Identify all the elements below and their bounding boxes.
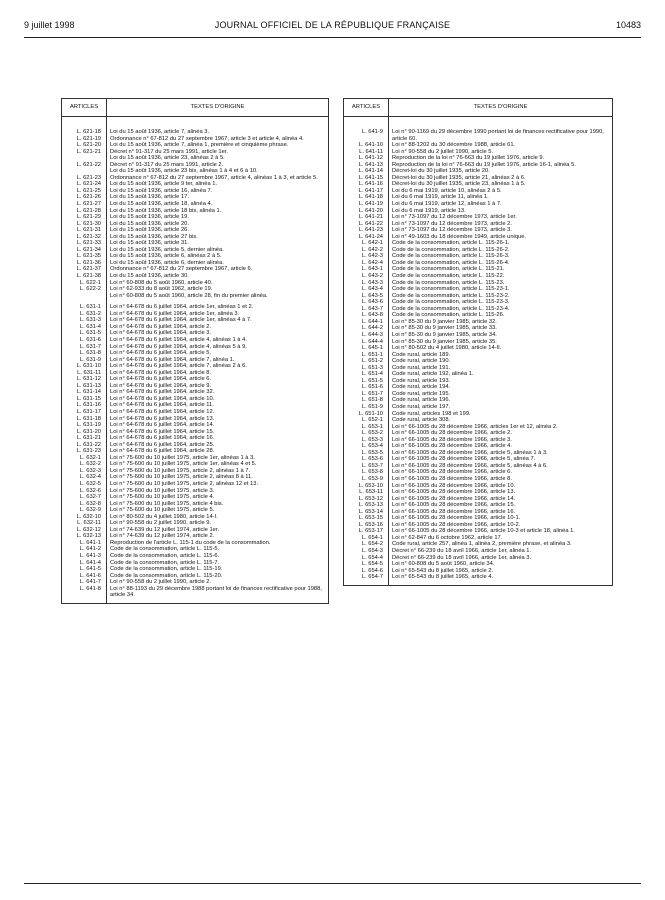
original-text: Loi n° 80-502 du 4 juillet 1980, article 14-I.: [107, 514, 329, 521]
original-text: Loi n° 66-1005 du 28 décembre 1966, article 10-1.: [389, 515, 613, 522]
original-text: Loi n° 75-600 du 10 juillet 1975, article 2, alinéas 12 et 13.: [107, 481, 329, 488]
original-text: Loi du 15 août 1936, article 18, alinéa 4.: [107, 201, 329, 208]
original-text: Loi n° 66-1005 du 28 décembre 1966, article 5, alinéas 4 à 6.: [389, 463, 613, 470]
original-text: Loi n° 75-600 du 10 juillet 1975, article 2, alinéas 8 à 11.: [107, 474, 329, 481]
article-code: L. 631-9: [62, 357, 107, 364]
article-code: L. 631-22: [62, 442, 107, 449]
header-title: JOURNAL OFFICIEL DE LA RÉPUBLIQUE FRANÇAISE: [214, 20, 451, 30]
article-code: L. 631-3: [62, 317, 107, 324]
article-code: L. 653-7: [344, 463, 389, 470]
article-code: L. 653-2: [344, 430, 389, 437]
original-text: Loi n° 66-1005 du 28 décembre 1966, articles 1er et 12, alinéa 2.: [389, 424, 613, 431]
original-text: Code rural, article 191.: [389, 365, 613, 372]
original-text: Loi n° 64-678 du 6 juillet 1964, article 4, alinéas 1 à 4.: [107, 337, 329, 344]
original-text: Loi du 15 août 1936, article 9 ter, alinéa 1.: [107, 181, 329, 188]
article-code: L. 631-13: [62, 383, 107, 390]
original-text: Loi n° 64-678 du 6 juillet 1964, article 1er, alinéas 1 et 2.: [107, 299, 329, 311]
original-text: Code de la consommation, article L. 115-23-1.: [389, 286, 613, 293]
original-text: Loi n° 64-678 du 6 juillet 1964, article 3.: [107, 330, 329, 337]
original-text: Loi n° 64-678 du 6 juillet 1964, article 25.: [107, 442, 329, 449]
article-code: L. 654-3: [344, 548, 389, 555]
original-text: Décret n° 66-239 du 18 avril 1966, article 1er, alinéa 1.: [389, 548, 613, 555]
article-code: L. 641-10: [344, 142, 389, 149]
article-code: L. 653-8: [344, 469, 389, 476]
article-code: L. 653-3: [344, 437, 389, 444]
original-text: Loi du 15 août 1936, article 26.: [107, 227, 329, 234]
original-text: Loi n° 90-1169 du 29 décembre 1990 portant loi de finances rectificative pour 1990, article 60.: [389, 117, 613, 143]
original-text: Loi n° 66-1005 du 28 décembre 1966, article 10.: [389, 483, 613, 490]
original-text: Loi n° 64-678 du 6 juillet 1964, article 1er, alinéa 3.: [107, 311, 329, 318]
original-text: Reproduction de l'article L. 115-1 du code de la consommation.: [107, 540, 329, 547]
original-text: Loi n° 64-678 du 6 juillet 1964, article 10.: [107, 396, 329, 403]
article-code: L. 641-22: [344, 221, 389, 228]
original-text: Loi n° 64-678 du 6 juillet 1964, article 28.: [107, 448, 329, 455]
original-text: Loi n° 66-1005 du 28 décembre 1966, article 8.: [389, 476, 613, 483]
original-text: Reproduction de la loi n° 76-663 du 19 juillet 1976, article 9.: [389, 155, 613, 162]
original-text: Loi n° 75-600 du 10 juillet 1975, article 1er, alinéas 4 et 5.: [107, 461, 329, 468]
original-text: Décret n° 91-317 du 25 mars 1991, article 1er.: [107, 149, 329, 156]
original-text: Décret-loi du 30 juillet 1935, article 21, alinéas 2 à 6.: [389, 175, 613, 182]
article-code: L. 632-13: [62, 533, 107, 540]
original-text: Loi n° 62-933 du 8 août 1962, article 19.: [107, 286, 329, 293]
original-text: Code de la consommation, article L. 115-23-3.: [389, 299, 613, 306]
article-code: L. 631-1: [62, 299, 107, 311]
article-code: L. 621-18: [62, 117, 107, 136]
original-text: Loi n° 64-678 du 6 juillet 1964, article 16.: [107, 435, 329, 442]
original-text: Loi n° 75-600 du 10 juillet 1975, article 5.: [107, 507, 329, 514]
table-header-row: [62, 99, 329, 117]
original-text: Code rural, article 196.: [389, 397, 613, 404]
article-code: L. 631-7: [62, 344, 107, 351]
original-text: Code de la consommation, article L. 115-26-4.: [389, 260, 613, 267]
article-code: L. 641-8: [62, 586, 107, 604]
original-text: Code rural, article 195.: [389, 391, 613, 398]
article-code: L. 631-5: [62, 330, 107, 337]
article-code: L. 643-7: [344, 306, 389, 313]
original-text: Loi n° 88-1202 du 30 décembre 1988, article 61.: [389, 142, 613, 149]
article-code: L. 621-22: [62, 162, 107, 169]
article-code: L. 632-10: [62, 514, 107, 521]
original-text: Loi du 15 août 1936, article 6, alinéas 2 à 5.: [107, 253, 329, 260]
article-code: L. 651-1: [344, 352, 389, 359]
original-text: Loi n° 60-808 du 5 août 1960, article 34.: [389, 561, 613, 568]
original-text: Loi n° 74-639 du 12 juillet 1974, article 2.: [107, 533, 329, 540]
article-code: L. 621-35: [62, 253, 107, 260]
table-row: [62, 299, 329, 311]
original-text: Décret-loi du 30 juillet 1935, article 23, alinéas 1 à 5.: [389, 181, 613, 188]
original-text: Loi n° 66-1005 du 28 décembre 1966, article 16.: [389, 509, 613, 516]
article-code: L. 632-5: [62, 481, 107, 488]
article-code: L. 631-2: [62, 311, 107, 318]
original-text: Loi n° 90-558 du 2 juillet 1990, article 9.: [107, 520, 329, 527]
original-text: Loi du 15 août 1936, article 16, alinéa 7.: [107, 188, 329, 195]
article-code: L. 621-29: [62, 214, 107, 221]
original-text: Loi n° 74-639 du 12 juillet 1974, article 1er.: [107, 527, 329, 534]
original-text: Code rural, article 308.: [389, 417, 613, 424]
original-text: Décret n° 66-239 du 18 avril 1966, article 1er, alinéa 3.: [389, 555, 613, 562]
original-text: Loi n° 64-678 du 6 juillet 1964, article 6.: [107, 376, 329, 383]
column-header-articles: ARTICLES: [344, 99, 389, 117]
original-text: Loi n° 64-678 du 6 juillet 1964, article 11.: [107, 402, 329, 409]
original-text: Loi du 15 août 1936, article 17.: [107, 194, 329, 201]
article-code: L. 653-13: [344, 502, 389, 509]
original-text: Loi du 6 mai 1919, article 11, alinéa 1.: [389, 194, 613, 201]
article-code: L. 621-36: [62, 260, 107, 267]
original-text: Loi n° 64-678 du 6 juillet 1964, article 32.: [107, 389, 329, 396]
article-code: L. 631-14: [62, 389, 107, 396]
article-code: L. 642-2: [344, 247, 389, 254]
article-code: L. 631-11: [62, 370, 107, 377]
original-text: Loi n° 75-600 du 10 juillet 1975, article 4 bis.: [107, 501, 329, 508]
original-text: Loi n° 64-678 du 6 juillet 1964, article 12.: [107, 409, 329, 416]
article-code: L. 622-1: [62, 280, 107, 287]
page-header: [24, 20, 641, 34]
original-text: Ordonnance n° 67-812 du 27 septembre 1967, article 3 et article 4, alinéa 4.: [107, 136, 329, 143]
article-code: L. 621-26: [62, 194, 107, 201]
article-code: L. 641-15: [344, 175, 389, 182]
header-date: 9 juillet 1998: [24, 20, 75, 30]
original-text: Loi n° 65-543 du 8 juillet 1965, article 2.: [389, 568, 613, 575]
article-code: L. 621-34: [62, 247, 107, 254]
article-code: L. 641-4: [62, 560, 107, 567]
article-code: L. 653-5: [344, 450, 389, 457]
article-code: L. 644-4: [344, 339, 389, 346]
article-code: L. 653-17: [344, 528, 389, 535]
article-code: L. 631-15: [62, 396, 107, 403]
article-code: L. 632-3: [62, 468, 107, 475]
article-code: L. 641-2: [62, 546, 107, 553]
original-text: Loi du 15 août 1936, article 23, alinéas 2 à 5.: [107, 155, 329, 162]
original-text: Code rural, article 194.: [389, 384, 613, 391]
article-code: L. 643-6: [344, 299, 389, 306]
article-code: L. 643-3: [344, 280, 389, 287]
article-code: L. 641-17: [344, 188, 389, 195]
original-text: Loi n° 75-600 du 10 juillet 1975, article 3.: [107, 488, 329, 495]
original-text: Loi n° 66-1005 du 28 décembre 1966, article 4.: [389, 443, 613, 450]
article-code: L. 632-11: [62, 520, 107, 527]
original-text: Loi n° 85-30 du 9 janvier 1985, article 33.: [389, 325, 613, 332]
article-code: L. 632-8: [62, 501, 107, 508]
original-text: Loi n° 85-30 du 9 janvier 1985, article 32.: [389, 319, 613, 326]
article-code: L. 642-3: [344, 253, 389, 260]
article-code: L. 631-19: [62, 422, 107, 429]
original-text: Loi n° 66-1005 du 28 décembre 1966, article 6.: [389, 469, 613, 476]
original-text: Code de la consommation, article L. 115-22.: [389, 273, 613, 280]
article-code: L. 651-8: [344, 397, 389, 404]
original-text: Code rural, article 257, alinéa 1, alinéa 2, première phrase, et alinéa 3.: [389, 541, 613, 548]
article-code: L. 651-6: [344, 384, 389, 391]
original-text: Code de la consommation, article L. 115-26.: [389, 312, 613, 319]
original-text: Loi n° 62-847 du 6 octobre 1962, article 17.: [389, 535, 613, 542]
article-code: L. 621-25: [62, 188, 107, 195]
original-text: Loi n° 66-1005 du 28 décembre 1966, article 10-2.: [389, 522, 613, 529]
column-header-articles: ARTICLES: [62, 99, 107, 117]
original-text: Loi n° 64-678 du 6 juillet 1964, article 1er, alinéas 4 à 7.: [107, 317, 329, 324]
article-code: L. 643-5: [344, 293, 389, 300]
original-text: Code rural, article 197.: [389, 404, 613, 411]
original-text: Loi du 6 mai 1919, article 10, alinéas 2 à 5.: [389, 188, 613, 195]
article-code: L. 644-3: [344, 332, 389, 339]
original-text: Loi du 15 août 1936, article 5, dernier alinéa.: [107, 247, 329, 254]
article-code: L. 621-27: [62, 201, 107, 208]
article-code: L. 653-10: [344, 483, 389, 490]
article-code: L. 651-3: [344, 365, 389, 372]
original-text: Loi n° 85-30 du 9 janvier 1985, article 34.: [389, 332, 613, 339]
article-code: L. 631-16: [62, 402, 107, 409]
original-text: Loi n° 90-558 du 2 juillet 1990, article 2.: [107, 579, 329, 586]
original-text: Loi du 15 août 1936, article 27 bis.: [107, 234, 329, 241]
article-code: L. 621-21: [62, 149, 107, 156]
article-code: L. 631-21: [62, 435, 107, 442]
article-code: L. 653-6: [344, 456, 389, 463]
article-code: L. 641-18: [344, 194, 389, 201]
article-code: L. 653-1: [344, 424, 389, 431]
original-text: Ordonnance n° 67-812 du 27 septembre 1967, article 6.: [107, 266, 329, 273]
article-code: L. 621-33: [62, 240, 107, 247]
original-text: Loi n° 64-678 du 6 juillet 1964, article 2.: [107, 324, 329, 331]
article-code: L. 621-24: [62, 181, 107, 188]
original-text: Loi n° 49-1603 du 18 décembre 1949, article unique.: [389, 234, 613, 241]
original-text: Loi du 15 août 1936, article 19.: [107, 214, 329, 221]
original-text: Loi n° 75-600 du 10 juillet 1975, article 1er, alinéas 1 à 3.: [107, 455, 329, 462]
article-code: L. 653-16: [344, 522, 389, 529]
original-text: Décret-loi du 30 juillet 1935, article 20.: [389, 168, 613, 175]
article-code: L. 631-17: [62, 409, 107, 416]
table-body-left: [62, 117, 329, 604]
original-text: Loi n° 73-1097 du 12 décembre 1973, article 2.: [389, 221, 613, 228]
original-text: Loi du 15 août 1936, article 23 bis, alinéas 1 à 4 et 6 à 10.: [107, 168, 329, 175]
original-text: Loi n° 75-600 du 10 juillet 1975, article 2, alinéas 1 à 7.: [107, 468, 329, 475]
original-text: Reproduction de la loi n° 76-663 du 19 juillet 1976, article 16-1, alinéa 5.: [389, 162, 613, 169]
article-code: L. 632-4: [62, 474, 107, 481]
article-code: L. 641-13: [344, 162, 389, 169]
original-text: Loi du 6 mai 1919, article 13.: [389, 208, 613, 215]
original-text: Loi du 15 août 1936, article 30.: [107, 273, 329, 280]
article-code: L. 643-1: [344, 266, 389, 273]
article-code: L. 631-6: [62, 337, 107, 344]
article-code: L. 654-6: [344, 568, 389, 575]
article-code: L. 654-2: [344, 541, 389, 548]
article-code: L. 632-12: [62, 527, 107, 534]
table-header-row: [344, 99, 613, 117]
concordance-table-left: [61, 98, 329, 604]
article-code: L. 642-1: [344, 240, 389, 247]
article-code: L. 643-4: [344, 286, 389, 293]
original-text: Loi n° 64-678 du 6 juillet 1964, article 13.: [107, 416, 329, 423]
article-code: L. 641-23: [344, 227, 389, 234]
article-code: L. 641-3: [62, 553, 107, 560]
original-text: Ordonnance n° 67-812 du 27 septembre 1967, article 4, alinéas 1 à 3, et article 5.: [107, 175, 329, 182]
article-code: L. 643-8: [344, 312, 389, 319]
article-code: L. 641-16: [344, 181, 389, 188]
article-code: L. 632-9: [62, 507, 107, 514]
original-text: Loi n° 85-30 du 9 janvier 1985, article 35.: [389, 339, 613, 346]
original-text: Loi n° 64-678 du 6 juillet 1964, article 4, alinéas 5 à 9.: [107, 344, 329, 351]
article-code: L. 641-14: [344, 168, 389, 175]
article-code: L. 621-37: [62, 266, 107, 273]
original-text: Loi du 15 août 1936, article 6, dernier alinéa.: [107, 260, 329, 267]
article-code: L. 621-30: [62, 221, 107, 228]
original-text: Code de la consommation, article L. 115-21.: [389, 266, 613, 273]
original-text: Code de la consommation, article L. 115-26-1.: [389, 240, 613, 247]
article-code: L. 644-1: [344, 319, 389, 326]
article-code: L. 654-4: [344, 555, 389, 562]
header-page-number: 10483: [615, 20, 641, 30]
article-code: L. 653-14: [344, 509, 389, 516]
article-code: L. 651-4: [344, 371, 389, 378]
article-code: L. 653-11: [344, 489, 389, 496]
original-text: Loi n° 88-1193 du 29 décembre 1988 portant loi de finances rectificative pour 1988, article 34.: [107, 586, 329, 604]
article-code: L. 641-11: [344, 149, 389, 156]
original-text: Loi n° 64-678 du 6 juillet 1964, article 7, alinéa 1.: [107, 357, 329, 364]
original-text: Code rural, article 189.: [389, 352, 613, 359]
article-code: L. 651-7: [344, 391, 389, 398]
article-code: L. 641-6: [62, 573, 107, 580]
original-text: Loi du 15 août 1936, article 7, alinéa 3.: [107, 117, 329, 136]
original-text: Loi du 15 août 1936, article 31.: [107, 240, 329, 247]
original-text: Loi n° 66-1005 du 28 décembre 1966, article 5, alinéa 7.: [389, 456, 613, 463]
original-text: Code de la consommation, article L. 115-6.: [107, 553, 329, 560]
original-text: Loi n° 66-1005 du 28 décembre 1966, article 15.: [389, 502, 613, 509]
original-text: Loi du 6 mai 1919, article 12, alinéas 1 à 7.: [389, 201, 613, 208]
article-code: L. 632-1: [62, 455, 107, 462]
article-code: L. 653-15: [344, 515, 389, 522]
original-text: Code de la consommation, article L. 115-7.: [107, 560, 329, 567]
column-header-textes: TEXTES D'ORIGINE: [107, 99, 329, 117]
article-code: L. 645-1: [344, 345, 389, 352]
article-code: L. 631-18: [62, 416, 107, 423]
article-code: L. 631-4: [62, 324, 107, 331]
original-text: Loi n° 80-502 du 4 juillet 1980, article 14-II.: [389, 345, 613, 352]
article-code: L. 621-28: [62, 208, 107, 215]
table-row: [344, 117, 613, 143]
original-text: Loi n° 64-678 du 6 juillet 1964, article 15.: [107, 429, 329, 436]
article-code: L. 631-12: [62, 376, 107, 383]
article-code: L. 654-7: [344, 574, 389, 585]
original-text: Loi n° 66-1005 du 28 décembre 1966, article 14.: [389, 496, 613, 503]
table-row: [344, 574, 613, 585]
article-code: L. 651-2: [344, 358, 389, 365]
article-code: L. 621-38: [62, 273, 107, 280]
original-text: Code de la consommation, article L. 115-26-2.: [389, 247, 613, 254]
article-code: L. 651-10: [344, 411, 389, 418]
table-body-right: [344, 117, 613, 586]
article-code: L. 642-4: [344, 260, 389, 267]
original-text: Loi n° 60-808 du 5 août 1960, article 28, fin du premier alinéa.: [107, 293, 329, 300]
original-text: Loi n° 75-600 du 10 juillet 1975, article 4.: [107, 494, 329, 501]
original-text: Loi n° 73-1097 du 12 décembre 1973, article 3.: [389, 227, 613, 234]
article-code: L. 653-9: [344, 476, 389, 483]
original-text: Loi n° 60-808 du 5 août 1960, article 40.: [107, 280, 329, 287]
article-code: L. 651-5: [344, 378, 389, 385]
original-text: Loi n° 66-1005 du 28 décembre 1966, article 5, alinéas 1 à 3.: [389, 450, 613, 457]
original-text: Loi n° 90-558 du 2 juillet 1990, article 5.: [389, 149, 613, 156]
original-text: Code de la consommation, article L. 115-5.: [107, 546, 329, 553]
article-code: L. 631-8: [62, 350, 107, 357]
column-header-textes: TEXTES D'ORIGINE: [389, 99, 613, 117]
article-code: L. 632-7: [62, 494, 107, 501]
article-code: L. 621-19: [62, 136, 107, 143]
article-code: L. 641-1: [62, 540, 107, 547]
original-text: Code de la consommation, article L. 115-19.: [107, 566, 329, 573]
article-code: L. 641-5: [62, 566, 107, 573]
article-code: L. 653-4: [344, 443, 389, 450]
original-text: Code rural, article 190.: [389, 358, 613, 365]
original-text: Loi n° 64-678 du 6 juillet 1964, article 5.: [107, 350, 329, 357]
article-code: L. 654-1: [344, 535, 389, 542]
original-text: Décret n° 91-317 du 25 mars 1991, article 2.: [107, 162, 329, 169]
footer-rule: [24, 883, 641, 884]
article-code: L. 641-12: [344, 155, 389, 162]
table-row: [62, 117, 329, 136]
article-code: L. 621-32: [62, 234, 107, 241]
article-code: L. 632-2: [62, 461, 107, 468]
original-text: Code de la consommation, article L. 115-23-2.: [389, 293, 613, 300]
original-text: Code de la consommation, article L. 115-20.: [107, 573, 329, 580]
article-code: L. 641-24: [344, 234, 389, 241]
article-code: L. 651-9: [344, 404, 389, 411]
article-code: L. 632-6: [62, 488, 107, 495]
original-text: Loi n° 64-678 du 6 juillet 1964, article 8.: [107, 370, 329, 377]
article-code: L. 644-2: [344, 325, 389, 332]
article-code: L. 653-12: [344, 496, 389, 503]
article-code: L. 654-5: [344, 561, 389, 568]
article-code: L. 641-20: [344, 208, 389, 215]
original-text: Loi du 15 août 1936, article 20.: [107, 221, 329, 228]
original-text: Code de la consommation, article L. 115-23.: [389, 280, 613, 287]
article-code: L. 621-31: [62, 227, 107, 234]
original-text: Code rural, articles 198 et 199.: [389, 411, 613, 418]
article-code: L. 643-2: [344, 273, 389, 280]
original-text: Loi n° 66-1005 du 28 décembre 1966, article 10-3 et article 18, alinéa 1.: [389, 528, 613, 535]
article-code: L. 631-23: [62, 448, 107, 455]
article-code: L. 652-1: [344, 417, 389, 424]
article-code: L. 622-2: [62, 286, 107, 293]
original-text: Loi n° 64-678 du 6 juillet 1964, article 9.: [107, 383, 329, 390]
article-code: L. 621-20: [62, 142, 107, 149]
article-code: L. 641-21: [344, 214, 389, 221]
article-code: L. 641-7: [62, 579, 107, 586]
article-code: L. 641-19: [344, 201, 389, 208]
original-text: Code de la consommation, article L. 115-23-4.: [389, 306, 613, 313]
article-code: L. 631-10: [62, 363, 107, 370]
article-code: L. 621-23: [62, 175, 107, 182]
original-text: Code rural, article 192, alinéa 1.: [389, 371, 613, 378]
header-rule: [24, 37, 641, 38]
original-text: Loi n° 66-1005 du 28 décembre 1966, article 13.: [389, 489, 613, 496]
table-row: [62, 586, 329, 604]
original-text: Loi n° 73-1097 du 12 décembre 1973, article 1er.: [389, 214, 613, 221]
original-text: Code rural, article 193.: [389, 378, 613, 385]
original-text: Code de la consommation, article L. 115-26-3.: [389, 253, 613, 260]
original-text: Loi n° 65-543 du 8 juillet 1965, article 4.: [389, 574, 613, 585]
original-text: Loi du 15 août 1936, article 7, alinéa 1, première et cinquième phrase.: [107, 142, 329, 149]
original-text: Loi n° 66-1005 du 28 décembre 1966, article 2.: [389, 430, 613, 437]
article-code: L. 631-20: [62, 429, 107, 436]
article-code: L. 641-9: [344, 117, 389, 143]
concordance-table-right: [343, 98, 613, 586]
original-text: Loi du 15 août 1936, article 18 bis, alinéa 1.: [107, 208, 329, 215]
original-text: Loi n° 66-1005 du 28 décembre 1966, article 3.: [389, 437, 613, 444]
original-text: Loi n° 64-678 du 6 juillet 1964, article 14.: [107, 422, 329, 429]
original-text: Loi n° 64-678 du 6 juillet 1964, article 7, alinéas 2 à 6.: [107, 363, 329, 370]
